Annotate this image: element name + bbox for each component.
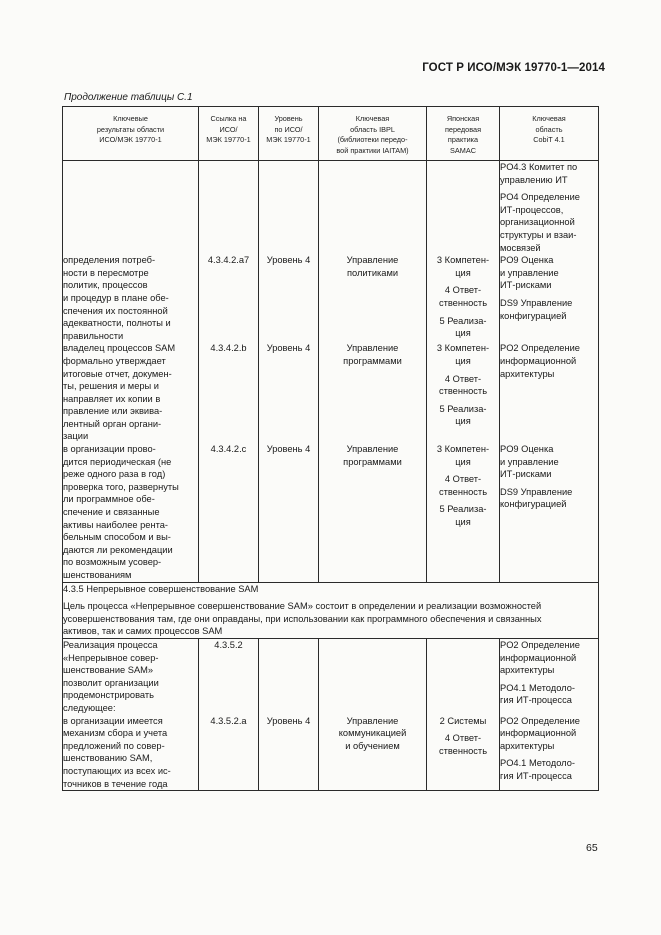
table-row <box>63 342 599 443</box>
ibpl-cell: Управление программами <box>319 342 427 443</box>
samac-cell: 3 Компетен- ция 4 Ответ- ственность 5 Реализа- ция <box>427 443 500 582</box>
level-cell: Уровень 4 <box>259 715 319 791</box>
col-header-results: Ключевые результаты области ИСО/МЭК 19770-1 <box>63 107 199 161</box>
samac-cell: 3 Компетен- ция 4 Ответ- ственность 5 Реализа- ция <box>427 342 500 443</box>
reference-cell: 4.3.5.2 <box>199 638 259 714</box>
result-cell: владелец процессов SAM формально утверждает итоговые отчет, докумен- ты, решения и меры и направляет их копии в правление или эквива- лентный орган органи- зации <box>63 342 199 443</box>
standard-header: ГОСТ Р ИСО/МЭК 19770-1—2014 <box>422 62 605 74</box>
result-cell <box>63 161 199 255</box>
section-text-line: активов, так и самих процессов SAM <box>63 626 223 637</box>
ibpl-cell: Управление политиками <box>319 254 427 342</box>
table-caption: Продолжение таблицы С.1 <box>64 92 193 103</box>
cobit-cell: PO9 Оценка и управление ИТ-рисками DS9 Управление конфигурацией <box>500 443 599 582</box>
table-row <box>63 443 599 582</box>
section-heading: 4.3.5 Непрерывное совершенствование SAM <box>63 583 259 594</box>
level-cell <box>259 161 319 255</box>
header-row <box>63 107 599 161</box>
table-row <box>63 715 599 791</box>
table-row <box>63 254 599 342</box>
section-row <box>63 582 599 638</box>
level-cell: Уровень 4 <box>259 342 319 443</box>
level-cell: Уровень 4 <box>259 443 319 582</box>
samac-cell: 2 Системы 4 Ответ- ственность <box>427 715 500 791</box>
ibpl-cell: Управление коммуникацией и обучением <box>319 715 427 791</box>
reference-cell: 4.3.4.2.b <box>199 342 259 443</box>
ibpl-cell: Управление программами <box>319 443 427 582</box>
reference-cell: 4.3.5.2.a <box>199 715 259 791</box>
result-cell: Реализация процесса «Непрерывное совер- шенствование SAM» позволит организации продемонстрировать следующее: <box>63 638 199 714</box>
cobit-cell: PO2 Определение информационной архитектуры <box>500 342 599 443</box>
col-header-cobit: Ключевая область CobiT 4.1 <box>500 107 599 161</box>
samac-cell: 3 Компетен- ция 4 Ответ- ственность 5 Реализа- ция <box>427 254 500 342</box>
section-text-line: усовершенствования там, где они оправданы, при использовании как программного обеспечения и связанных <box>63 613 542 624</box>
cobit-cell: PO2 Определение информационной архитектуры PO4.1 Методоло- гия ИТ-процесса <box>500 715 599 791</box>
reference-cell: 4.3.4.2.a7 <box>199 254 259 342</box>
table-row <box>63 638 599 714</box>
cobit-cell: PO2 Определение информационной архитектуры PO4.1 Методоло- гия ИТ-процесса <box>500 638 599 714</box>
section-cell <box>63 582 599 638</box>
level-cell <box>259 638 319 714</box>
ibpl-cell <box>319 638 427 714</box>
col-header-samac: Японская передовая практика SAMAC <box>427 107 500 161</box>
col-header-reference: Ссылка на ИСО/ МЭК 19770-1 <box>199 107 259 161</box>
cobit-cell: PO9 Оценка и управление ИТ-рисками DS9 Управление конфигурацией <box>500 254 599 342</box>
ibpl-cell <box>319 161 427 255</box>
page-number: 65 <box>586 842 598 854</box>
reference-cell: 4.3.4.2.c <box>199 443 259 582</box>
cobit-cell: PO4.3 Комитет по управлению ИТ PO4 Определение ИТ-процессов, организационной структуры и взаи- мосвязей <box>500 161 599 255</box>
table-row <box>63 161 599 255</box>
level-cell: Уровень 4 <box>259 254 319 342</box>
col-header-ibpl: Ключевая область IBPL (библиотеки передо- вой практики IAITAM) <box>319 107 427 161</box>
result-cell: определения потреб- ности в пересмотре политик, процессов и процедур в плане обе- спечения их постоянной адекватности, полноты и правильности <box>63 254 199 342</box>
samac-cell <box>427 161 500 255</box>
reference-cell <box>199 161 259 255</box>
col-header-level: Уровень по ИСО/ МЭК 19770-1 <box>259 107 319 161</box>
result-cell: в организации прово- дится периодическая (не реже одного раза в год) проверка того, развернуты ли программное обе- спечение и связанные активы наиболее рента- бельным способом и вы- даются ли рекомендации по возможным усовер- шенствованиям <box>63 443 199 582</box>
section-text-line: Цель процесса «Непрерывное совершенствование SAM» состоит в определении и реализации возможностей <box>63 601 542 612</box>
standards-table <box>62 106 599 791</box>
samac-cell <box>427 638 500 714</box>
result-cell: в организации имеется механизм сбора и учета предложений по совер- шенствованию SAM, поступающих из всех ис- точников в течение года <box>63 715 199 791</box>
